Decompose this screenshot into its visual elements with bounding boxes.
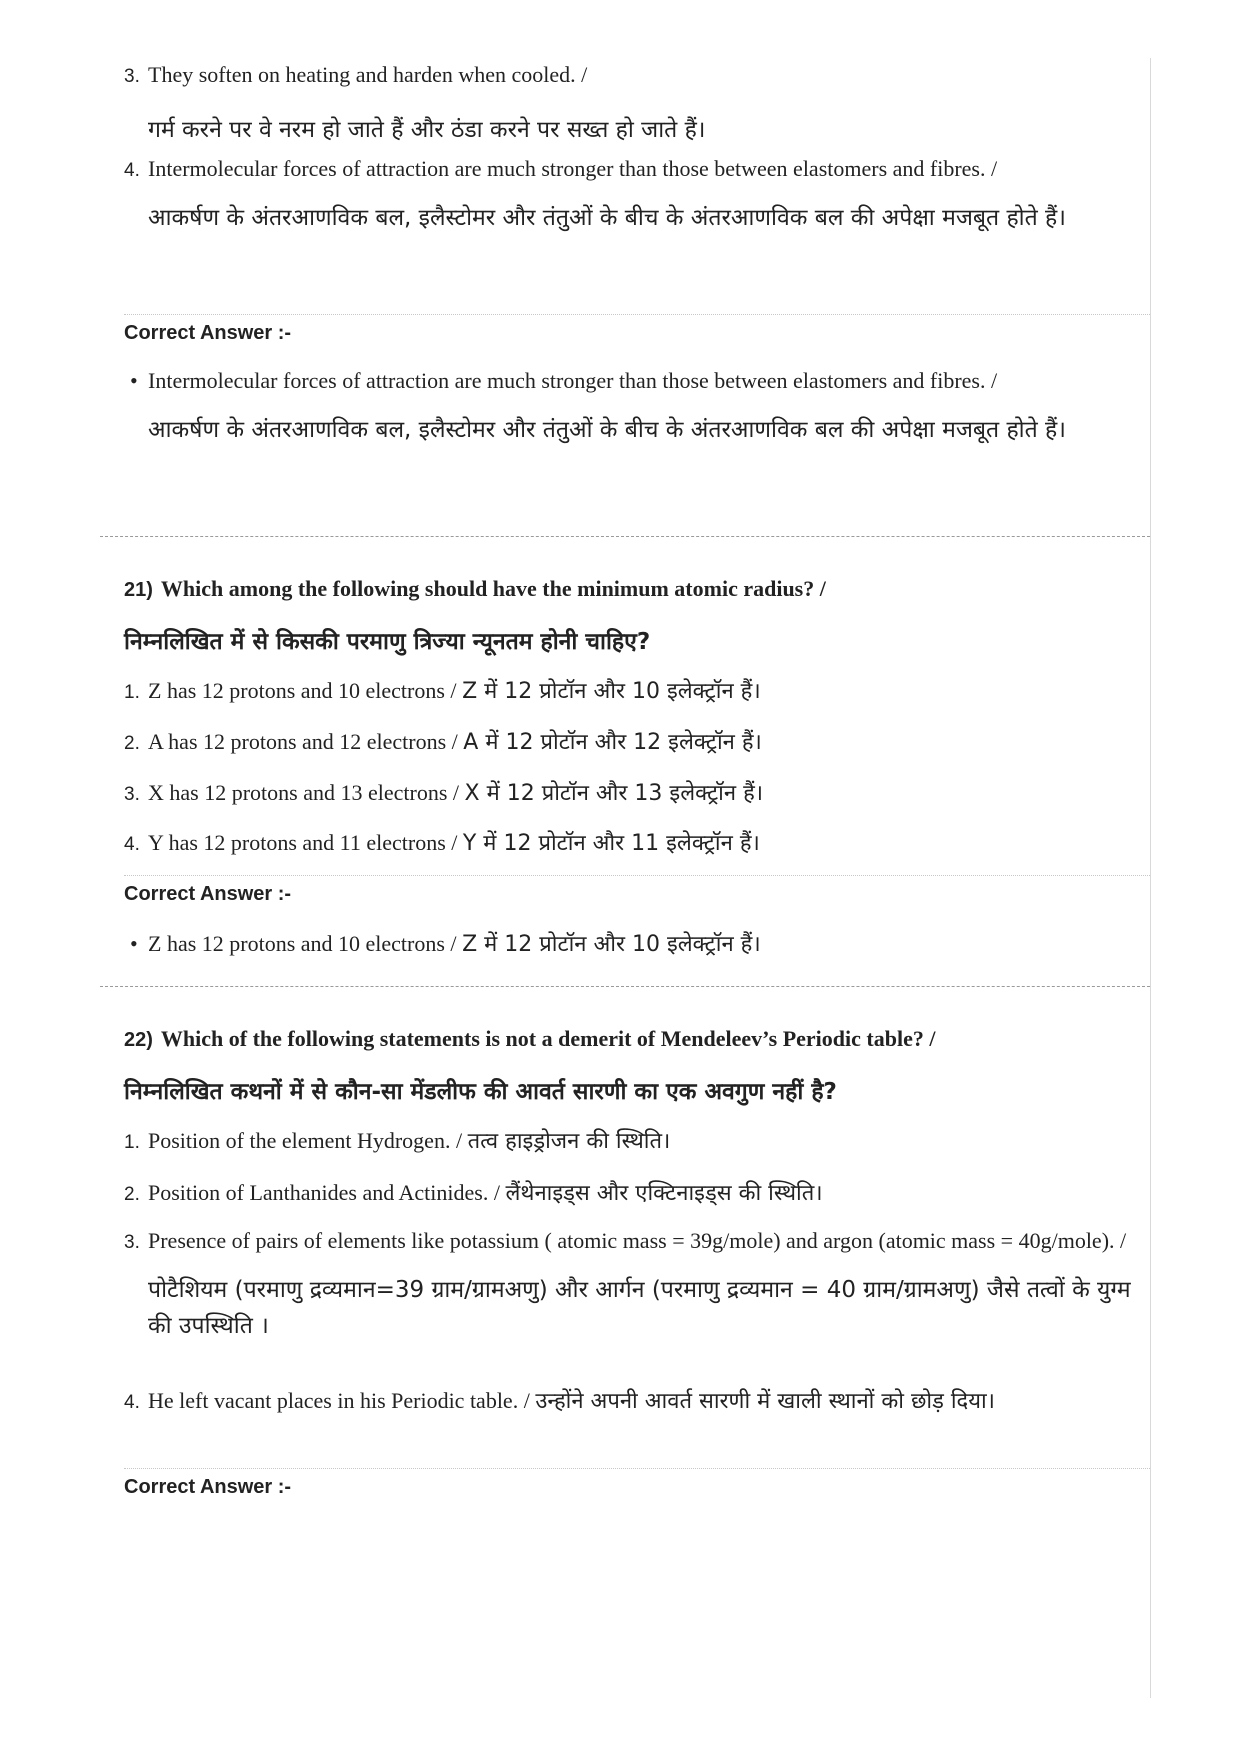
question-number: 22) [124, 1029, 153, 1051]
question-text-en: Which of the following statements is not a demerit of Mendeleev’s Periodic table? / [160, 1026, 936, 1051]
correct-answer-en: Intermolecular forces of attraction are much stronger than those between elastomers and fibres. / [148, 368, 998, 393]
option-3 [124, 776, 1144, 811]
option-text-hi: Z में 12 प्रोटॉन और 10 इलेक्ट्रॉन हैं। [462, 679, 761, 704]
correct-answer-label: Correct Answer :- [124, 1476, 292, 1498]
divider [124, 875, 1150, 876]
option-text-en: X has 12 protons and 13 electrons / [148, 780, 465, 805]
option-number: 3. [124, 66, 140, 87]
option-4 [124, 826, 1144, 861]
option-text-hi: पोटैशियम (परमाणु द्रव्यमान=39 ग्राम/ग्रामअणु) और आर्गन (परमाणु द्रव्यमान = 40 ग्राम/ग्रामअणु) जैसे तत्वों के युग्म की उपस्थिति । [148, 1277, 1131, 1339]
option-2 [124, 1176, 1144, 1211]
option-text-en: Position of Lanthanides and Actinides. / [148, 1180, 506, 1205]
correct-answer-hi: आकर्षण के अंतरआणविक बल, इलैस्टोमर और तंतुओं के बीच के अंतरआणविक बल की अपेक्षा मजबूत होते हैं। [148, 417, 1066, 443]
option-text-en: Y has 12 protons and 11 electrons / [148, 830, 463, 855]
correct-answer [124, 364, 1144, 448]
option-text-hi: उन्होंने अपनी आवर्त सारणी में खाली स्थानों को छोड़ दिया। [535, 1389, 996, 1414]
option-text-hi: Y में 12 प्रोटॉन और 11 इलेक्ट्रॉन हैं। [462, 831, 760, 856]
correct-answer-label: Correct Answer :- [124, 322, 292, 344]
option-text-hi: X में 12 प्रोटॉन और 13 इलेक्ट्रॉन हैं। [464, 781, 764, 806]
option-1 [124, 1124, 1144, 1159]
option-number: 4. [124, 1392, 140, 1413]
option-number: 1. [124, 682, 140, 703]
bullet-icon: • [130, 931, 138, 956]
option-text-hi: A में 12 प्रोटॉन और 12 इलेक्ट्रॉन हैं। [463, 730, 762, 755]
option-3 [124, 58, 1144, 148]
correct-answer-en: Z has 12 protons and 10 electrons / [148, 931, 463, 956]
option-number: 1. [124, 1132, 140, 1153]
option-4 [124, 1384, 1144, 1419]
option-number: 4. [124, 834, 140, 855]
question-number: 21) [124, 579, 153, 601]
option-text-en: Presence of pairs of elements like potassium ( atomic mass = 39g/mole) and argon (atomic mass = 40g/mole). / [148, 1228, 1127, 1253]
option-text-en: They soften on heating and harden when cooled. / [148, 62, 588, 87]
option-number: 3. [124, 1232, 140, 1253]
question-21-title [124, 576, 1144, 602]
option-number: 4. [124, 160, 140, 181]
option-text-en: A has 12 protons and 12 electrons / [148, 729, 464, 754]
option-text-hi: तत्व हाइड्रोजन की स्थिति। [467, 1129, 671, 1154]
question-text-en: Which among the following should have the minimum atomic radius? / [160, 576, 826, 601]
divider [124, 314, 1150, 315]
divider [124, 1468, 1150, 1469]
option-number: 3. [124, 784, 140, 805]
question-22-title [124, 1026, 1144, 1052]
question-separator [100, 536, 1150, 537]
option-3 [124, 1224, 1144, 1344]
option-text-hi: गर्म करने पर वे नरम हो जाते हैं और ठंडा करने पर सख्त हो जाते हैं। [148, 117, 706, 143]
question-text-hi: निम्नलिखित कथनों में से कौन-सा मेंडलीफ की आवर्त सारणी का एक अवगुण नहीं है? [124, 1079, 837, 1105]
bullet-icon: • [130, 368, 138, 393]
correct-answer-hi: Z में 12 प्रोटॉन और 10 इलेक्ट्रॉन हैं। [462, 932, 761, 957]
option-text-hi: आकर्षण के अंतरआणविक बल, इलैस्टोमर और तंतुओं के बीच के अंतरआणविक बल की अपेक्षा मजबूत होते हैं। [148, 205, 1066, 231]
option-text-hi: लैंथेनाइड्स और एक्टिनाइड्स की स्थिति। [505, 1181, 823, 1206]
option-text-en: Z has 12 protons and 10 electrons / [148, 678, 463, 703]
option-text-en: Intermolecular forces of attraction are much stronger than those between elastomers and fibres. / [148, 156, 998, 181]
option-text-en: Position of the element Hydrogen. / [148, 1128, 468, 1153]
question-separator [100, 986, 1150, 987]
option-1 [124, 674, 1144, 709]
option-number: 2. [124, 733, 140, 754]
question-text-hi: निम्नलिखित में से किसकी परमाणु त्रिज्या न्यूनतम होनी चाहिए? [124, 629, 651, 655]
correct-answer [124, 927, 1144, 962]
option-text-en: He left vacant places in his Periodic table. / [148, 1388, 536, 1413]
option-2 [124, 725, 1144, 760]
option-4 [124, 152, 1144, 236]
correct-answer-label: Correct Answer :- [124, 883, 292, 905]
option-number: 2. [124, 1184, 140, 1205]
question-paper-page [100, 58, 1151, 1698]
